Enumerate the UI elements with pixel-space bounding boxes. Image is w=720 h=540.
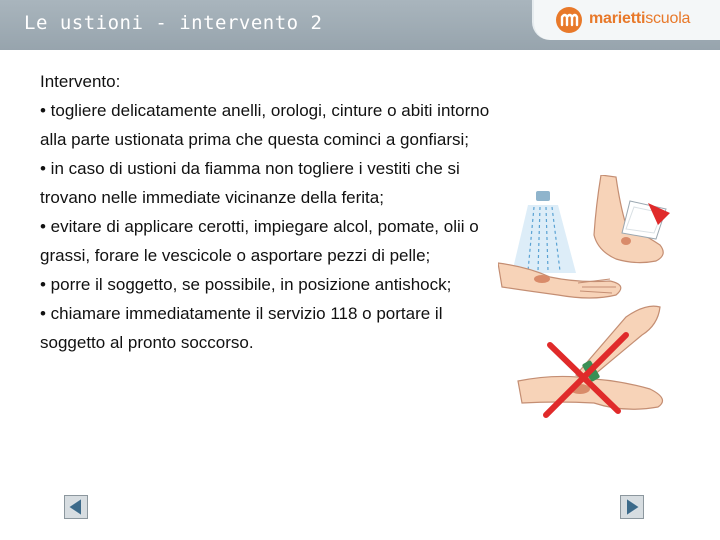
bullet-item: • evitare di applicare cerotti, impiegare alcol, pomate, olii o grassi, forare le vescicole o asportare pezzi di pelle; — [40, 217, 479, 265]
slide-body — [40, 67, 490, 357]
logo-wordmark — [589, 10, 690, 28]
heading-colon: : — [115, 72, 121, 91]
logo-brand-bold: marietti — [589, 10, 646, 27]
triangle-right-icon — [620, 495, 644, 519]
bullet-item: • porre il soggetto, se possibile, in posizione antishock; — [40, 275, 452, 294]
marietti-logo-icon — [556, 7, 582, 33]
bullet-item: • chiamare immediatamente il servizio 118 o portare il soggetto al pronto soccorso. — [40, 304, 443, 352]
running-water-icon — [512, 191, 576, 273]
foot-with-gauze-icon — [594, 175, 670, 263]
slide-title: Le ustioni - intervento 2 — [24, 12, 323, 34]
first-aid-illustration — [498, 175, 670, 425]
bullet-item: • togliere delicatamente anelli, orologi, cinture o abiti intorno alla parte ustionata prima che questa cominci a gonfiarsi; — [40, 101, 490, 149]
next-slide-button[interactable] — [620, 495, 644, 519]
section-heading: Intervento — [40, 72, 116, 91]
triangle-left-icon — [64, 495, 88, 519]
ointment-on-arm-icon — [518, 306, 663, 409]
previous-slide-button[interactable] — [64, 495, 88, 519]
bullet-item: • in caso di ustioni da fiamma non togliere i vestiti che si trovano nelle immediate vicinanze della ferita; — [40, 159, 460, 207]
logo-brand-light: scuola — [645, 10, 691, 27]
heading-line — [40, 67, 490, 96]
